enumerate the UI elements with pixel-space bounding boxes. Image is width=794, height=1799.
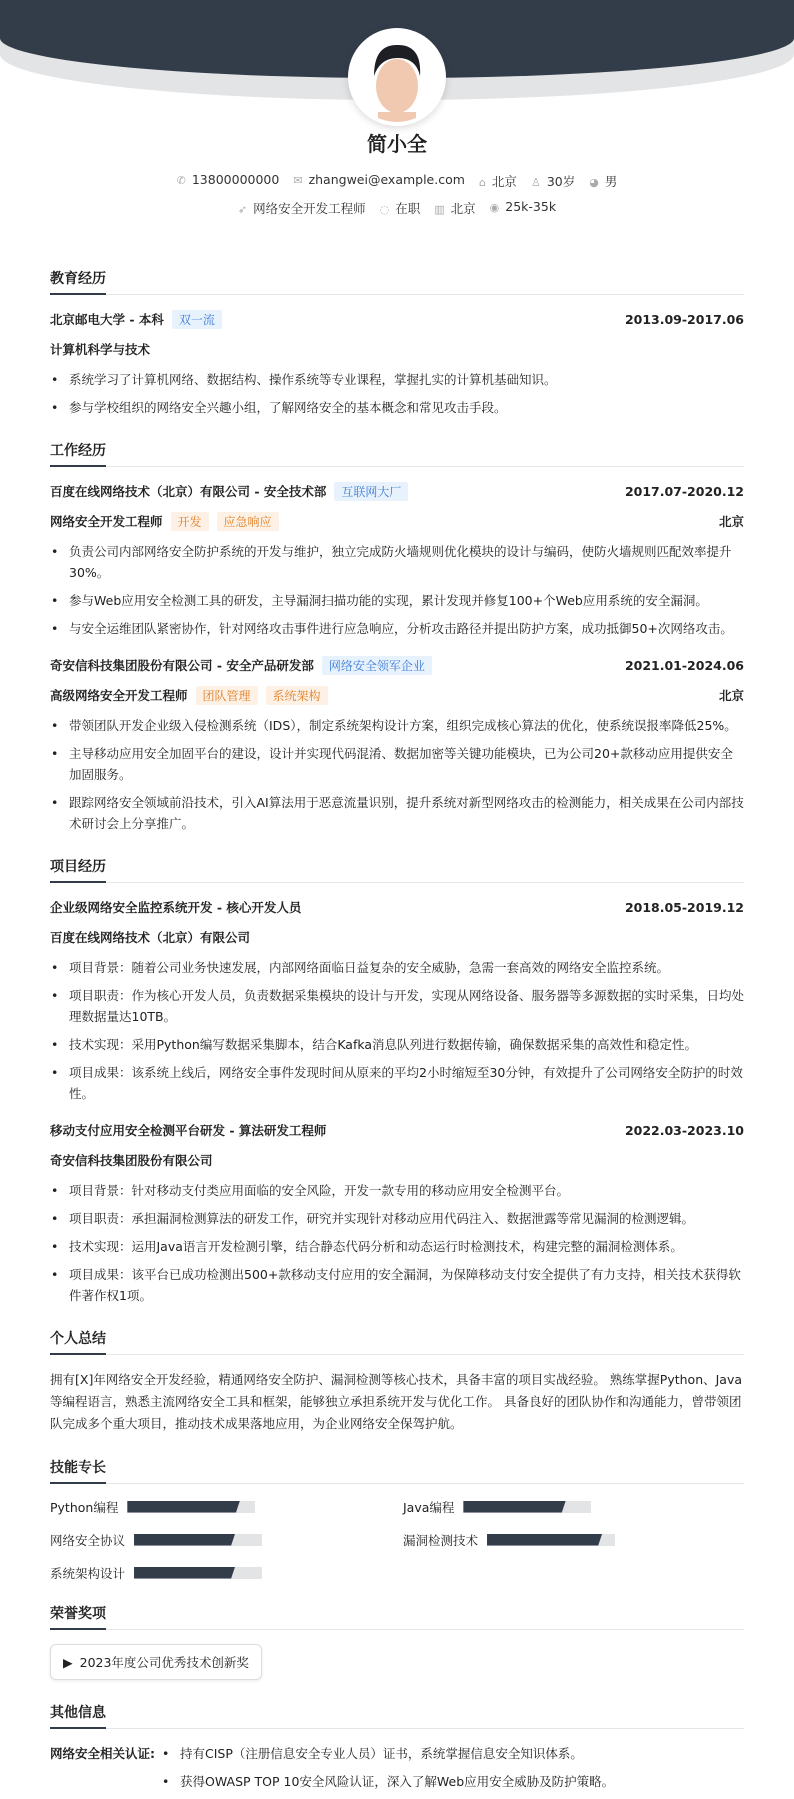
list-item: • 与安全运维团队紧密协作，针对网络攻击事件进行应急响应，分析攻击路径并提出防护方案，成功抵御50+次网络攻击。 (50, 618, 744, 639)
list-item: • 获得OWASP TOP 10安全风险认证，深入了解Web应用安全威胁及防护策略。 (161, 1771, 614, 1792)
bullet-list (50, 1180, 744, 1306)
company: 百度在线网络技术（北京）有限公司 - 安全技术部 (50, 484, 327, 499)
avatar (348, 28, 446, 126)
skill-name: Java编程 (403, 1499, 455, 1515)
list-item: • 技术实现：采用Python编写数据采集脚本，结合Kafka消息队列进行数据传输，确保数据采集的高效性和稳定性。 (50, 1034, 744, 1055)
award-label: 2023年度公司优秀技术创新奖 (79, 1655, 249, 1670)
project-item (50, 897, 744, 1104)
work-header (50, 655, 744, 675)
skill-bar (127, 1501, 255, 1513)
project-date: 2018.05-2019.12 (624, 899, 744, 915)
role-left (50, 686, 328, 705)
age-icon: ♙ (530, 176, 541, 189)
list-item: • 技术实现：运用Java语言开发检测引擎，结合静态代码分析和动态运行时检测技术，构建完整的漏洞检测体系。 (50, 1236, 744, 1257)
section-summary: 个人总结 (50, 1328, 744, 1355)
list-item: • 持有CISP（注册信息安全专业人员）证书，系统掌握信息安全知识体系。 (161, 1743, 614, 1764)
project-header (50, 897, 744, 917)
project-header (50, 1120, 744, 1140)
send-icon: ➶ (237, 203, 248, 216)
school: 北京邮电大学 - 本科 (50, 312, 164, 327)
major: 计算机科学与技术 (50, 342, 151, 357)
skill-name: 漏洞检测技术 (403, 1532, 479, 1548)
section-projects: 项目经历 (50, 856, 744, 883)
skill-bar-fill (487, 1534, 602, 1546)
section-awards: 荣誉奖项 (50, 1603, 744, 1630)
skill-bar-fill (134, 1534, 235, 1546)
job-title: 网络安全开发工程师 (253, 201, 366, 216)
section-other: 其他信息 (50, 1702, 744, 1729)
home-icon: ⌂ (478, 176, 486, 189)
edu-date: 2013.09-2017.06 (624, 311, 744, 327)
gender: 男 (604, 174, 618, 189)
list-item: • 项目职责：承担漏洞检测算法的研发工作，研究并实现针对移动应用代码注入、数据泄露等常见漏洞的检测逻辑。 (50, 1208, 744, 1229)
phone-icon: ✆ (176, 174, 186, 187)
list-item: • 项目职责：作为核心开发人员，负责数据采集模块的设计与开发，实现从网络设备、服务器等多源数据的实时采集，日均处理数据量达10TB。 (50, 985, 744, 1027)
email: zhangwei@example.com (308, 172, 465, 187)
list-item: • 项目背景：针对移动支付类应用面临的安全风险，开发一款专用的移动应用安全检测平台。 (50, 1180, 744, 1201)
list-item: • 负责公司内部网络安全防护系统的开发与维护，独立完成防火墙规则优化模块的设计与编码，使防火墙规则匹配效率提升30%。 (50, 541, 744, 583)
salary-icon: ◉ (489, 201, 500, 214)
project-date: 2022.03-2023.10 (624, 1122, 744, 1138)
email-icon: ✉ (293, 174, 303, 187)
skill-bar (134, 1567, 262, 1579)
bullet-list (50, 715, 744, 834)
work-city: 北京 (718, 514, 744, 529)
candidate-name: 简小全 (367, 132, 427, 156)
school-tag: 双一流 (172, 310, 222, 329)
role-left (50, 512, 279, 531)
role-row (50, 511, 744, 531)
bullet-list (50, 957, 744, 1104)
skill-item (50, 1498, 403, 1515)
list-item: • 参与学校组织的网络安全兴趣小组，了解网络安全的基本概念和常见攻击手段。 (50, 397, 744, 418)
skill-name: 网络安全协议 (50, 1532, 126, 1548)
role-tag: 开发 (171, 512, 209, 531)
skill-item (50, 1564, 403, 1581)
role: 网络安全开发工程师 (50, 514, 163, 529)
company: 奇安信科技集团股份有限公司 - 安全产品研发部 (50, 658, 314, 673)
list-item: • 项目背景：随着公司业务快速发展，内部网络面临日益复杂的安全威胁，急需一套高效的网络安全监控系统。 (50, 957, 744, 978)
status-icon: ◌ (379, 203, 390, 216)
location: 北京 (491, 174, 517, 189)
list-item: • 带领团队开发企业级入侵检测系统（IDS），制定系统架构设计方案，组织完成核心算法的优化，使系统误报率降低25%。 (50, 715, 744, 736)
age: 30岁 (546, 174, 576, 189)
list-item: • 项目成果：该平台已成功检测出500+款移动支付应用的安全漏洞，为保障移动支付安全提供了有力支持，相关技术获得软件著作权1项。 (50, 1264, 744, 1306)
gender-icon: ◕ (589, 176, 599, 189)
target-city: 北京 (450, 201, 476, 216)
project-title: 移动支付应用安全检测平台研发 - 算法研发工程师 (50, 1123, 327, 1138)
list-item: • 系统学习了计算机网络、数据结构、操作系统等专业课程，掌握扎实的计算机基础知识。 (50, 369, 744, 390)
skill-bar-fill (127, 1501, 240, 1513)
work-left (50, 482, 408, 501)
list-item: • 项目成果：该系统上线后，网络安全事件发现时间从原来的平均2小时缩短至30分钟，有效提升了公司网络安全防护的时效性。 (50, 1062, 744, 1104)
skill-bar-fill (463, 1501, 565, 1513)
project-company: 奇安信科技集团股份有限公司 (50, 1153, 213, 1168)
role-row (50, 685, 744, 705)
summary-text: 拥有[X]年网络安全开发经验，精通网络安全防护、漏洞检测等核心技术，具备丰富的项目实战经验。 熟练掌握Python、Java等编程语言，熟悉主流网络安全工具和框架，能够独立承担系统开发与优化工作。 具备良好的团队协作和沟通能力，曾带领团队完成多个重大项目，推动技术成果落地应用，为企业网络安全保驾护航。 (50, 1372, 743, 1431)
skill-bar (463, 1501, 591, 1513)
salary: 25k-35k (505, 199, 557, 214)
project-company-row (50, 927, 744, 947)
work-date: 2021.01-2024.06 (624, 657, 744, 673)
building-icon: ▥ (434, 203, 445, 216)
list-item: • 参与Web应用安全检测工具的研发，主导漏洞扫描功能的实现，累计发现并修复100+个Web应用系统的安全漏洞。 (50, 590, 744, 611)
list-item: • 主导移动应用安全加固平台的建设，设计并实现代码混淆、数据加密等关键功能模块，已为公司20+款移动应用提供安全加固服务。 (50, 743, 744, 785)
section-skills: 技能专长 (50, 1457, 744, 1484)
work-item (50, 655, 744, 834)
work-left (50, 656, 432, 675)
work-city: 北京 (718, 688, 744, 703)
job-intent-row (0, 199, 794, 217)
triangle-right-icon: ▶ (63, 1654, 73, 1670)
skill-name: Python编程 (50, 1499, 119, 1515)
work-item (50, 481, 744, 639)
section-education: 教育经历 (50, 268, 744, 295)
cert-label: 网络安全相关认证: (50, 1746, 155, 1761)
skill-item (403, 1498, 744, 1515)
skill-bar (134, 1534, 262, 1546)
status: 在职 (395, 201, 421, 216)
skill-name: 系统架构设计 (50, 1565, 126, 1581)
skill-item (403, 1531, 744, 1548)
project-item (50, 1120, 744, 1306)
company-tag: 互联网大厂 (334, 482, 408, 501)
skill-item (50, 1531, 403, 1548)
skill-bar (487, 1534, 615, 1546)
project-title: 企业级网络安全监控系统开发 - 核心开发人员 (50, 900, 302, 915)
project-company-row (50, 1150, 744, 1170)
phone: 13800000000 (191, 172, 280, 187)
project-company: 百度在线网络技术（北京）有限公司 (50, 930, 251, 945)
contact-row (0, 172, 794, 190)
role: 高级网络安全开发工程师 (50, 688, 188, 703)
work-header (50, 481, 744, 501)
company-tag: 网络安全领军企业 (322, 656, 432, 675)
role-tag: 应急响应 (217, 512, 279, 531)
skill-bar-fill (134, 1567, 235, 1579)
section-work: 工作经历 (50, 440, 744, 467)
work-date: 2017.07-2020.12 (624, 483, 744, 499)
role-tag: 团队管理 (196, 686, 258, 705)
list-item: • 跟踪网络安全领域前沿技术，引入AI算法用于恶意流量识别，提升系统对新型网络攻击的检测能力，相关成果在公司内部技术研讨会上分享推广。 (50, 792, 744, 834)
resume-body (50, 246, 744, 1799)
role-tag: 系统架构 (266, 686, 328, 705)
bullet-list (50, 541, 744, 639)
award-item[interactable] (50, 1644, 262, 1680)
